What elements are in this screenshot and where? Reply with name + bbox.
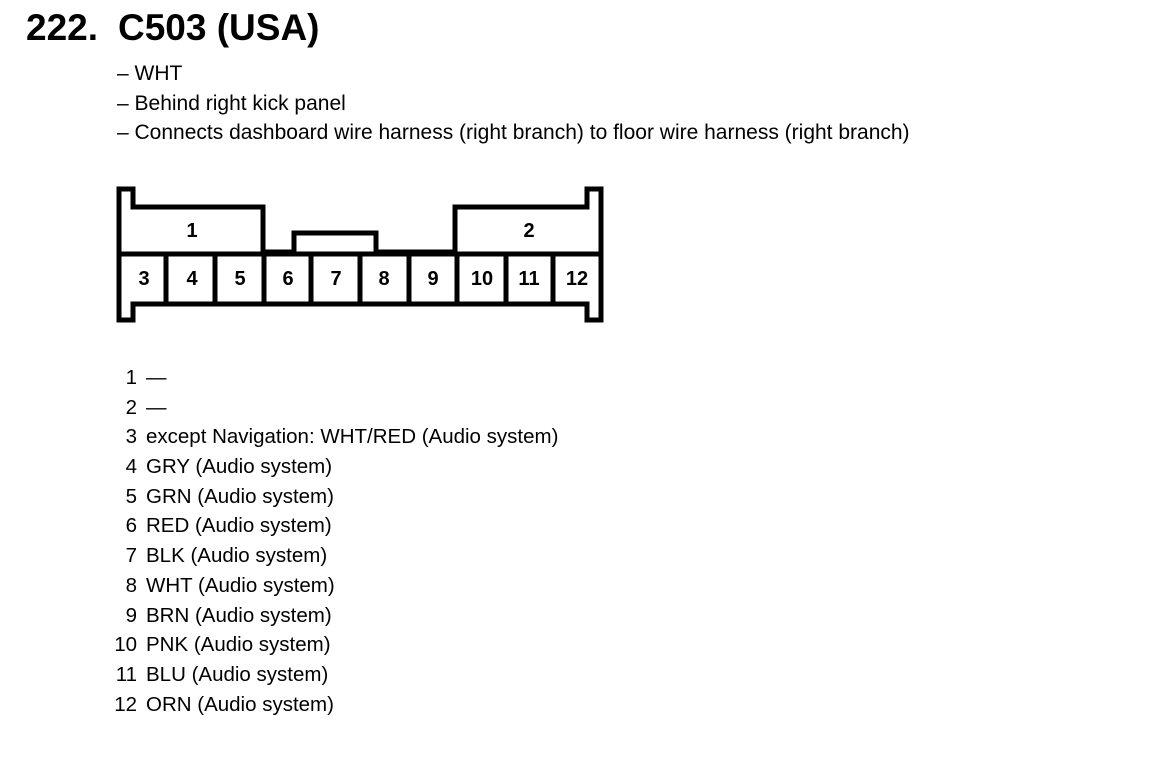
pin-4-label: 4	[186, 268, 198, 290]
pin-6-label: 6	[282, 268, 294, 290]
pin-row	[112, 422, 558, 452]
pin-number: 12	[114, 692, 137, 716]
cavity-2-label: 2	[523, 220, 535, 242]
pin-7-label: 7	[330, 268, 342, 290]
section-number: 222.	[26, 7, 99, 48]
pin-9-label: 9	[427, 268, 439, 290]
pin-description: GRN (Audio system)	[146, 484, 334, 508]
pin-number: 10	[114, 633, 137, 657]
pin-description: WHT (Audio system)	[146, 573, 335, 597]
pin-number: 4	[125, 455, 137, 479]
pin-number: 7	[125, 544, 137, 568]
pin-number: 3	[125, 425, 137, 449]
pin-description: PNK (Audio system)	[146, 633, 331, 657]
pin-row	[112, 571, 558, 601]
pin-8-label: 8	[378, 268, 390, 290]
pin-12-label: 12	[565, 268, 589, 290]
pin-description: RED (Audio system)	[146, 514, 332, 538]
pin-number: 1	[125, 366, 137, 389]
pin-description: BRN (Audio system)	[146, 603, 332, 627]
pin-row	[112, 541, 558, 571]
pin-number: 5	[125, 484, 137, 508]
pin-row	[112, 482, 558, 512]
connector-notes	[117, 59, 910, 148]
pin-number: 11	[115, 662, 137, 686]
note-connects: – Connects dashboard wire harness (right branch) to floor wire harness (right branch)	[117, 121, 910, 144]
page-title	[26, 6, 320, 50]
pin-5-label: 5	[234, 268, 246, 290]
pin-row	[112, 690, 558, 720]
pin-10-label: 10	[470, 268, 494, 290]
pin-11-label: 11	[518, 268, 540, 290]
pin-description: BLU (Audio system)	[146, 662, 329, 686]
pin-row	[112, 630, 558, 660]
pin-row	[112, 393, 558, 423]
pin-description: —	[146, 366, 167, 389]
note-color: – WHT	[117, 62, 183, 85]
connector-diagram	[114, 184, 608, 326]
pin-row	[112, 363, 558, 393]
pin-3-label: 3	[138, 268, 150, 290]
note-location: – Behind right kick panel	[117, 91, 346, 115]
pin-list	[112, 363, 558, 719]
pin-description: except Navigation: WHT/RED (Audio system)	[146, 425, 559, 449]
pin-row	[112, 511, 558, 541]
pin-number: 6	[125, 514, 137, 538]
pin-number: 8	[125, 573, 137, 597]
pin-number: 9	[125, 603, 137, 627]
connector-name: C503 (USA)	[118, 7, 320, 48]
pin-row	[112, 660, 558, 690]
pin-description: GRY (Audio system)	[146, 455, 333, 479]
connector-face-svg	[114, 184, 608, 326]
pin-number: 2	[125, 395, 137, 419]
pin-row	[112, 601, 558, 631]
cavity-1-label: 1	[186, 220, 198, 242]
pin-description: BLK (Audio system)	[146, 544, 328, 568]
pin-description: ORN (Audio system)	[146, 692, 334, 716]
pin-row	[112, 452, 558, 482]
pin-description: —	[146, 395, 167, 419]
